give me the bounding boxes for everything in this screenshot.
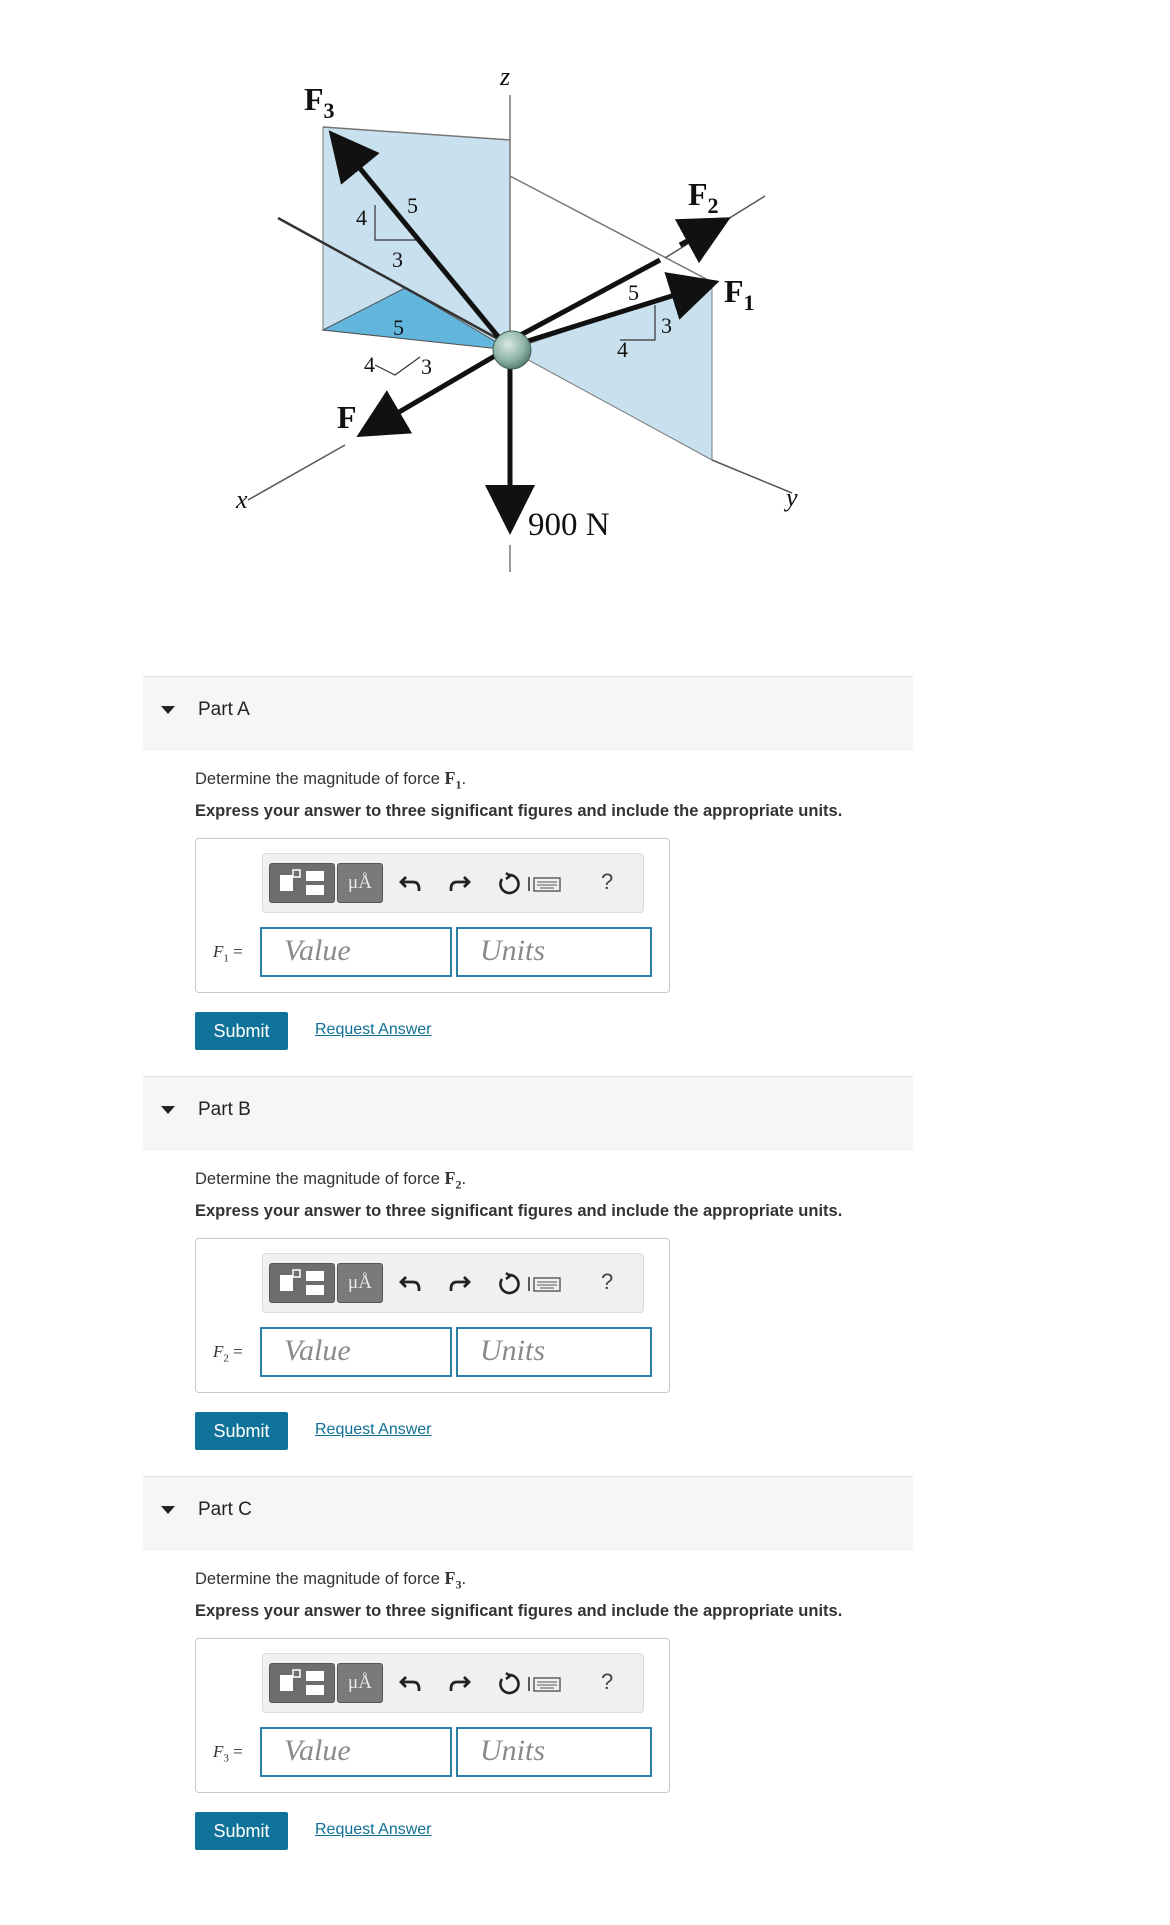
f1-tri-3: 3: [661, 313, 672, 338]
instruction-text: Express your answer to three significant figures and include the appropriate units.: [195, 802, 843, 820]
force-symbol: $F_3$: [444, 1568, 462, 1592]
math-toolbar: [262, 1253, 644, 1313]
f-tri-4: 4: [364, 352, 375, 377]
help-button[interactable]: ?: [601, 869, 614, 894]
f1-tri-4: 4: [617, 337, 628, 362]
answer-box: [195, 1238, 670, 1393]
submit-button[interactable]: Submit: [195, 1012, 288, 1050]
undo-icon[interactable]: [398, 1671, 424, 1697]
f3-tri-4: 4: [356, 205, 367, 230]
collapse-caret-icon[interactable]: [161, 1506, 175, 1514]
templates-icon: [270, 1664, 334, 1702]
part-title: Part C: [198, 1499, 252, 1520]
redo-icon[interactable]: [446, 1671, 472, 1697]
variable-label: $F_2$ =: [213, 1342, 243, 1365]
value-input[interactable]: Value: [260, 927, 452, 977]
question-text: Determine the magnitude of force $F_1$.: [195, 768, 467, 792]
reset-icon[interactable]: [496, 871, 522, 897]
undo-icon[interactable]: [398, 871, 424, 897]
part-a-header[interactable]: [143, 676, 913, 751]
f3-tri-3: 3: [392, 247, 403, 272]
f2-label: $F_2$: [688, 176, 719, 218]
x-axis: [248, 445, 345, 500]
y-axis: [712, 460, 792, 493]
units-button[interactable]: μÅ: [337, 863, 383, 903]
templates-icon: [270, 1264, 334, 1302]
submit-button[interactable]: Submit: [195, 1412, 288, 1450]
part-c: [0, 1476, 1170, 1876]
request-answer-link[interactable]: Request Answer: [315, 1021, 432, 1038]
f1-tri-5: 5: [628, 280, 639, 305]
force-symbol: $F_1$: [444, 768, 462, 792]
help-button[interactable]: ?: [601, 1669, 614, 1694]
undo-icon[interactable]: [398, 1271, 424, 1297]
x-axis-label: x: [236, 485, 248, 514]
part-title: Part B: [198, 1099, 251, 1120]
part-a: [0, 676, 1170, 1076]
collapse-caret-icon[interactable]: [161, 706, 175, 714]
y-axis-label: y: [786, 483, 798, 512]
submit-button[interactable]: Submit: [195, 1812, 288, 1850]
f3-label: $F_3$: [304, 81, 335, 123]
math-toolbar: [262, 1653, 644, 1713]
units-input[interactable]: Units: [456, 1327, 652, 1377]
f-arrow: [365, 350, 505, 432]
f3-tri-5: 5: [407, 193, 418, 218]
f-tri-5: 5: [393, 315, 404, 340]
weight-label: 900 N: [528, 507, 610, 543]
part-b-header[interactable]: [143, 1076, 913, 1151]
value-input[interactable]: Value: [260, 1327, 452, 1377]
keyboard-icon[interactable]: [527, 871, 563, 897]
f-label: F: [337, 399, 357, 435]
question-text: Determine the magnitude of force $F_2$.: [195, 1168, 467, 1192]
request-answer-link[interactable]: Request Answer: [315, 1821, 432, 1838]
redo-icon[interactable]: [446, 871, 472, 897]
templates-button[interactable]: [269, 1663, 335, 1703]
part-b: [0, 1076, 1170, 1476]
templates-button[interactable]: [269, 863, 335, 903]
answer-box: [195, 838, 670, 993]
f2-arrow-head: [680, 222, 722, 245]
f-slope-triangle: [375, 357, 420, 375]
math-toolbar: [262, 853, 644, 913]
variable-label: $F_1$ =: [213, 942, 243, 965]
question-text: Determine the magnitude of force $F_3$.: [195, 1568, 467, 1592]
f1-label: $F_1$: [724, 273, 755, 315]
templates-icon: [270, 864, 334, 902]
units-button[interactable]: μÅ: [337, 1263, 383, 1303]
value-input[interactable]: Value: [260, 1727, 452, 1777]
redo-icon[interactable]: [446, 1271, 472, 1297]
keyboard-icon[interactable]: [527, 1671, 563, 1697]
z-axis-label: z: [500, 62, 511, 91]
force-diagram: [0, 0, 1170, 640]
z-plane-edge: [510, 176, 712, 282]
units-input[interactable]: Units: [456, 1727, 652, 1777]
instruction-text: Express your answer to three significant figures and include the appropriate units.: [195, 1602, 843, 1620]
keyboard-icon[interactable]: [527, 1271, 563, 1297]
force-symbol: $F_2$: [444, 1168, 462, 1192]
units-input[interactable]: Units: [456, 927, 652, 977]
help-button[interactable]: ?: [601, 1269, 614, 1294]
units-button[interactable]: μÅ: [337, 1663, 383, 1703]
request-answer-link[interactable]: Request Answer: [315, 1421, 432, 1438]
part-title: Part A: [198, 699, 250, 720]
variable-label: $F_3$ =: [213, 1742, 243, 1765]
answer-box: [195, 1638, 670, 1793]
collapse-caret-icon[interactable]: [161, 1106, 175, 1114]
templates-button[interactable]: [269, 1263, 335, 1303]
f-tri-3: 3: [421, 354, 432, 379]
instruction-text: Express your answer to three significant figures and include the appropriate units.: [195, 1202, 843, 1220]
f1-plane: [510, 282, 712, 460]
part-c-header[interactable]: [143, 1476, 913, 1551]
reset-icon[interactable]: [496, 1271, 522, 1297]
reset-icon[interactable]: [496, 1671, 522, 1697]
particle: [493, 331, 531, 369]
